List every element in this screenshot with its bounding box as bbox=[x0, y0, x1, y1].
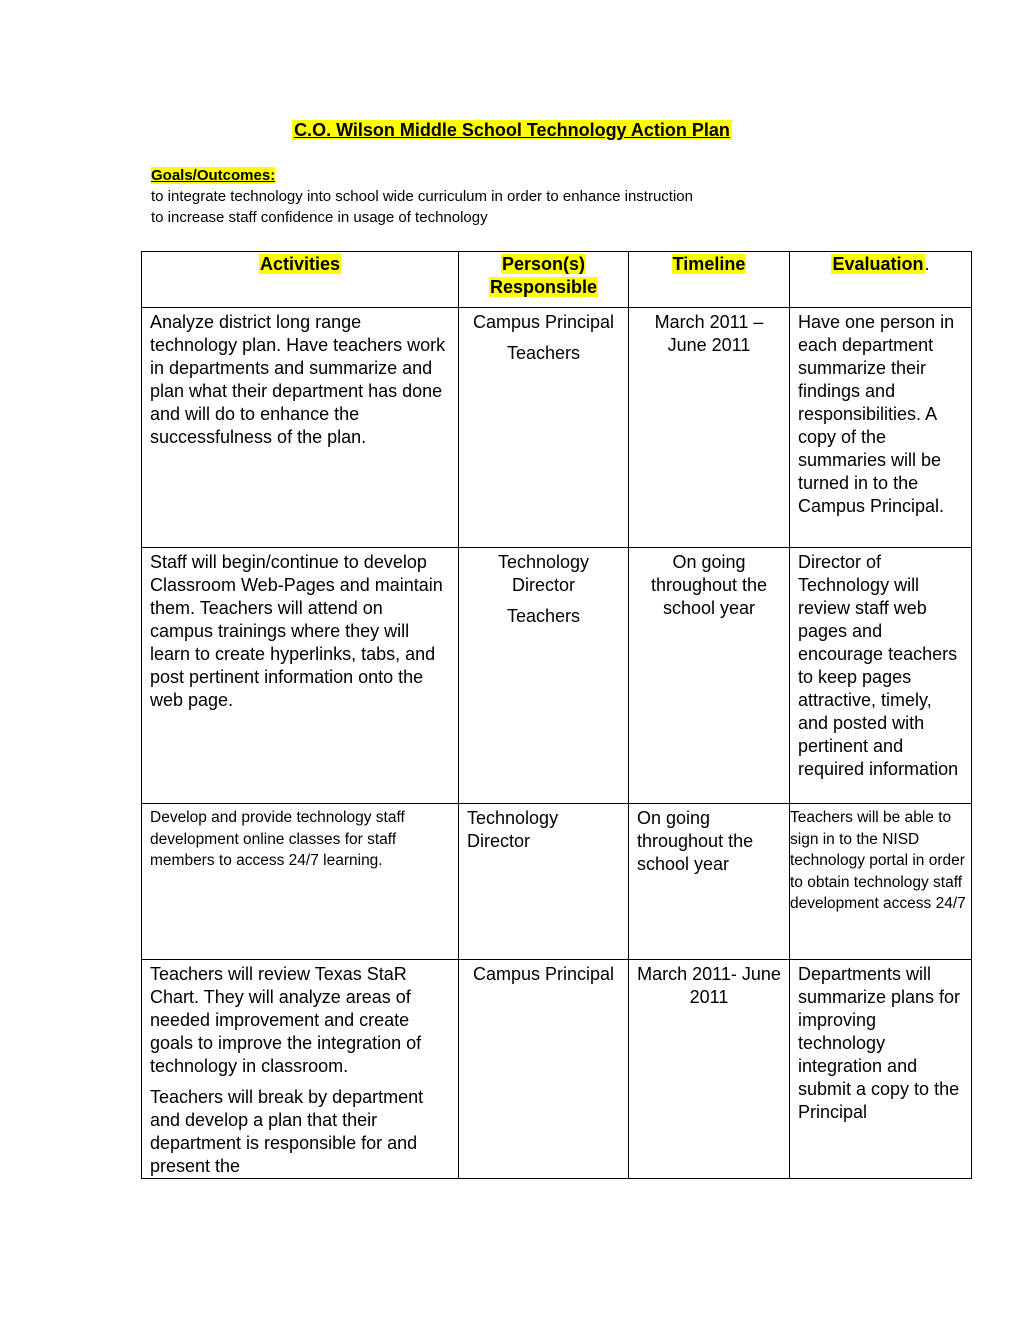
page-title-text: C.O. Wilson Middle School Technology Action Plan bbox=[294, 120, 730, 140]
person-cell: Technology Director bbox=[459, 804, 629, 960]
activity-cell: Staff will begin/continue to develop Classroom Web-Pages and maintain them. Teachers will attend on campus trainings where they will learn to create hyperlinks, tabs, and post pertinent information onto the web page. bbox=[142, 548, 459, 804]
evaluation-cell: Have one person in each department summarize their findings and responsibilities. A copy of the summaries will be turned in to the Campus Principal. bbox=[790, 308, 972, 548]
evaluation-cell: Departments will summarize plans for improving technology integration and submit a copy to the Principal bbox=[790, 960, 972, 1179]
activity-cell: Teachers will review Texas StaR Chart. They will analyze areas of needed improvement and create goals to improve the integration of technology in classroom. Teachers will break by department and develop a plan that their department is responsible for and present the bbox=[142, 960, 459, 1179]
goals-section bbox=[151, 165, 693, 228]
table-header-row bbox=[142, 252, 972, 308]
action-plan-table bbox=[141, 251, 972, 1179]
timeline-cell: March 2011- June 2011 bbox=[629, 960, 790, 1179]
person-cell: Campus Principal Teachers bbox=[459, 308, 629, 548]
header-evaluation: Evaluation. bbox=[790, 252, 972, 308]
goals-label: Goals/Outcomes bbox=[151, 167, 271, 184]
goal-line: to increase staff confidence in usage of technology bbox=[151, 209, 488, 226]
goals-heading: Goals/Outcomes: bbox=[151, 167, 276, 184]
timeline-cell: On going throughout the school year bbox=[629, 548, 790, 804]
activity-cell: Develop and provide technology staff development online classes for staff members to access 24/7 learning. bbox=[142, 804, 459, 960]
person-cell: Campus Principal bbox=[459, 960, 629, 1179]
page-title bbox=[0, 120, 1024, 141]
evaluation-cell: Director of Technology will review staff web pages and encourage teachers to keep pages attractive, timely, and posted with pertinent and required information bbox=[790, 548, 972, 804]
goal-line: to integrate technology into school wide curriculum in order to enhance instruction bbox=[151, 188, 693, 205]
evaluation-cell: Teachers will be able to sign in to the NISD technology portal in order to obtain technology staff development access 24/7 bbox=[790, 804, 972, 960]
activity-cell: Analyze district long range technology plan. Have teachers work in departments and summarize and plan what their department has done and will do to enhance the successfulness of the plan. bbox=[142, 308, 459, 548]
timeline-cell: On going throughout the school year bbox=[629, 804, 790, 960]
table-row bbox=[142, 960, 972, 1179]
person-cell: Technology Director Teachers bbox=[459, 548, 629, 804]
header-activities: Activities bbox=[142, 252, 459, 308]
header-persons: Person(s) Responsible bbox=[459, 252, 629, 308]
header-timeline: Timeline bbox=[629, 252, 790, 308]
table-row bbox=[142, 548, 972, 804]
timeline-cell: March 2011 – June 2011 bbox=[629, 308, 790, 548]
table-row bbox=[142, 804, 972, 960]
table-row bbox=[142, 308, 972, 548]
